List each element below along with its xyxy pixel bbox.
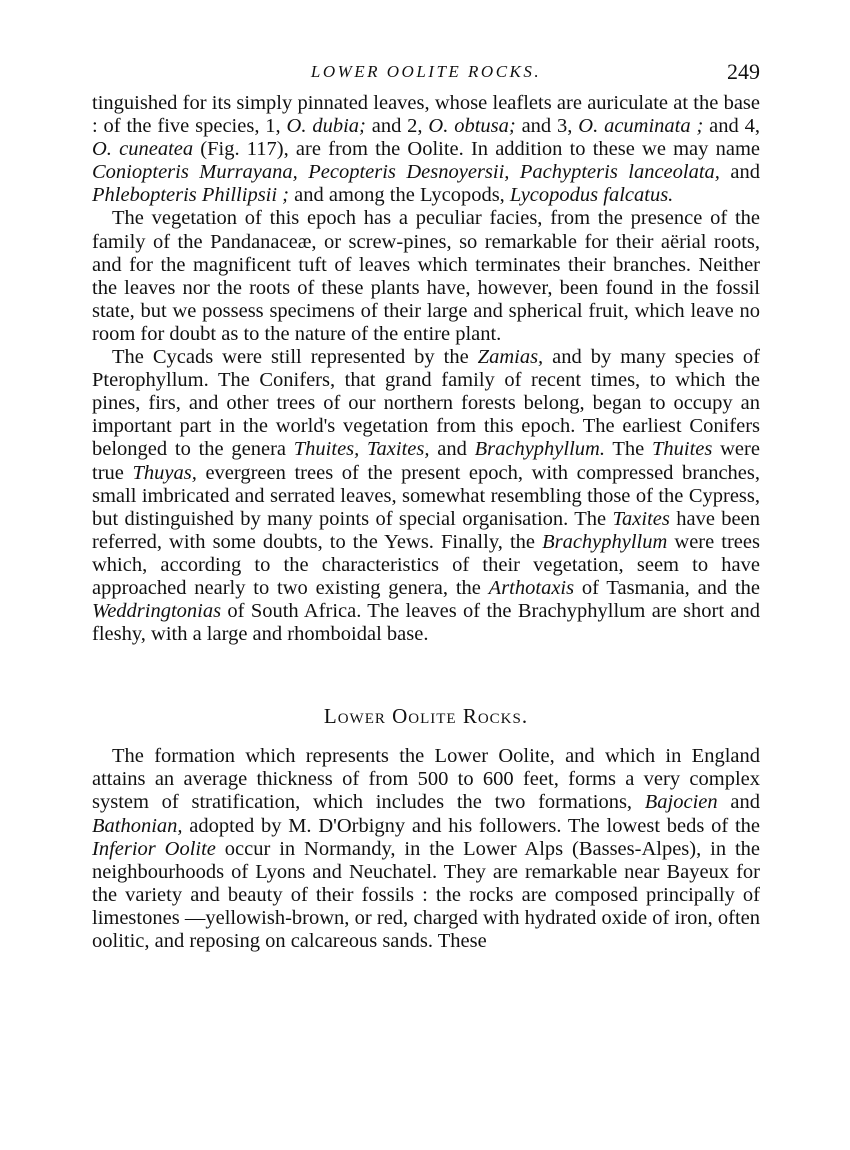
italic-term: Thuites: [652, 438, 713, 461]
text-run: (Fig. 117), are from the Oolite. In addition to these we may name: [193, 138, 760, 161]
text-run: occur in Normandy, in the Lower Alps (Basses-Alpes), in the neighbourhoods of Lyons and Neuchatel. They are remarkable near Bayeux for the variety and beauty of their fossils : the rocks are composed principally of limestones —yellowish-brown, or red, charged with hydrated oxide of iron, often oolitic, and reposing on calcareous sands. These: [92, 837, 760, 952]
italic-term: Bajocien: [644, 791, 718, 814]
text-run: of Tasmania, and the: [574, 576, 761, 599]
italic-term: Phlebopteris Phillipsii ;: [92, 184, 290, 207]
text-run: tinguished for its simply pinnated leaves, whose leaflets are auriculate at the base : of the five species, 1,: [92, 92, 760, 138]
text-run: The Cycads were still represented by the: [112, 346, 478, 369]
text-run: and 4,: [703, 115, 761, 138]
section-paragraph: [92, 745, 760, 953]
text-run: evergreen trees of the present epoch, with compressed branches, small imbricated and serrated leaves, somewhat resembling those of the Cypress, but distinguished by many points of special organisation. The: [92, 461, 760, 530]
body-paragraph: [92, 346, 760, 646]
text-run: were true: [92, 438, 760, 484]
text-run: of South Africa. The leaves of the Brachyphyllum are short and fleshy, with a large and rhomboidal base.: [92, 600, 760, 646]
text-run: The: [604, 438, 652, 461]
body-paragraph: [92, 207, 760, 346]
text-run: and 2,: [365, 115, 429, 138]
running-title: LOWER OOLITE ROCKS.: [310, 62, 542, 81]
text-run: and: [717, 791, 760, 814]
text-run: were trees which, according to the characteristics of their vegetation, seem to have approached nearly to two existing genera, the: [92, 530, 760, 599]
italic-term: Thuites, Taxites,: [293, 438, 430, 461]
italic-term: Coniopteris Murrayana, Pecopteris Desnoyersii, Pachypteris lanceolata,: [92, 161, 720, 184]
text-run: The formation which represents the Lower Oolite, and which in England attains an average thickness of from 500 to 600 feet, forms a very complex system of stratification, which includes the two formations,: [92, 745, 760, 814]
italic-term: Taxites: [612, 507, 670, 530]
italic-term: Inferior Oolite: [92, 837, 216, 860]
italic-term: Thuyas,: [132, 461, 197, 484]
italic-term: Weddringtonias: [92, 600, 222, 623]
text-run: and 3,: [515, 115, 579, 138]
italic-term: Bathonian,: [92, 814, 183, 837]
italic-term: Brachyphyllum.: [474, 438, 605, 461]
italic-term: O. cuneatea: [92, 138, 194, 161]
book-page: [92, 58, 760, 953]
page-number: 249: [727, 59, 760, 84]
italic-term: O. obtusa;: [428, 115, 516, 138]
section-heading: Lower Oolite Rocks.: [323, 704, 529, 729]
italic-term: O. acuminata ;: [578, 115, 704, 138]
text-run: and: [429, 438, 475, 461]
italic-term: Arthotaxis: [488, 576, 575, 599]
italic-term: Brachyphyllum: [542, 530, 668, 553]
text-run: and: [719, 161, 760, 184]
italic-term: O. dubia;: [286, 115, 366, 138]
text-run: adopted by M. D'Orbigny and his followers. The lowest beds of the: [182, 814, 760, 837]
text-run: and by many species of Pterophyllum. The Conifers, that grand family of recent times, to which the pines, firs, and other trees of our northern forests belong, began to occupy an important part in the world's vegetation from this epoch. The earliest Conifers belonged to the genera: [92, 346, 760, 461]
italic-term: Zamias,: [477, 346, 544, 369]
body-paragraph: [92, 92, 760, 207]
text-run: have been referred, with some doubts, to the Yews. Finally, the: [92, 507, 760, 553]
text-run: and among the Lycopods,: [289, 184, 510, 207]
italic-term: Lycopodus falcatus.: [509, 184, 674, 207]
running-header: [92, 58, 760, 92]
text-run: The vegetation of this epoch has a peculiar facies, from the presence of the family of the Pandanaceæ, or screw-pines, so remarkable for their aërial roots, and for the magnificent tuft of leaves which terminates their branches. Neither the leaves nor the roots of these plants have, however, been found in the fossil state, but we possess specimens of their large and spherical fruit, which leave no room for doubt as to the nature of the entire plant.: [92, 207, 760, 345]
